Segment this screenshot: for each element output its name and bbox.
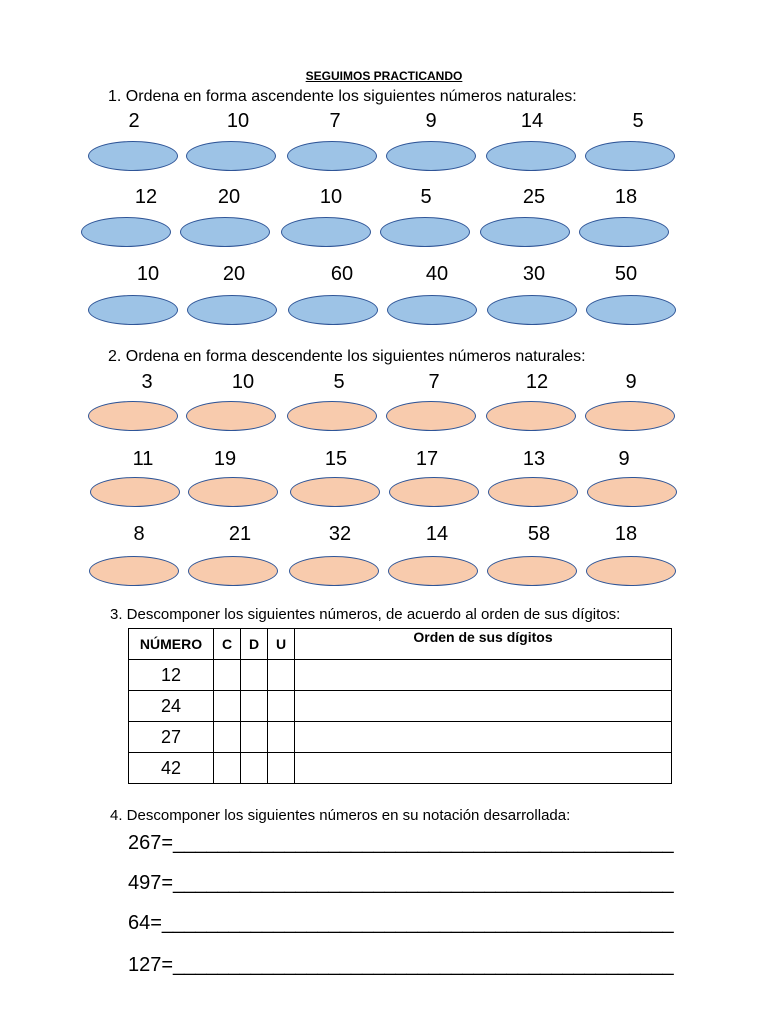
- d-cell[interactable]: [241, 722, 268, 753]
- answer-oval[interactable]: [586, 556, 676, 586]
- answer-oval[interactable]: [81, 217, 171, 247]
- descending-numbers-row: [0, 371, 768, 397]
- digits-table: [128, 628, 672, 784]
- ascending-numbers-row: [0, 110, 768, 136]
- answer-oval[interactable]: [487, 556, 577, 586]
- number-label: 20: [222, 263, 246, 285]
- header-decenas: D: [241, 629, 268, 660]
- answer-oval[interactable]: [289, 556, 379, 586]
- number-label: 13: [522, 448, 546, 470]
- descending-answer-row: [0, 401, 768, 435]
- u-cell[interactable]: [268, 691, 295, 722]
- answer-oval[interactable]: [88, 295, 178, 325]
- answer-oval[interactable]: [90, 477, 180, 507]
- d-cell[interactable]: [241, 753, 268, 784]
- table-row: [129, 691, 672, 722]
- number-cell: 12: [129, 660, 214, 691]
- number-label: 18: [614, 186, 638, 208]
- number-label: 17: [415, 448, 439, 470]
- number-cell: 42: [129, 753, 214, 784]
- answer-oval[interactable]: [188, 556, 278, 586]
- number-label: 10: [226, 110, 250, 132]
- section3-heading: 3. Descomponer los siguientes números, de acuerdo al orden de sus dígitos:: [110, 606, 621, 623]
- number-label: 30: [522, 263, 546, 285]
- expansion-line-64[interactable]: 64=______________________________________________: [128, 912, 674, 934]
- section1-heading: 1. Ordena en forma ascendente los siguientes números naturales:: [108, 88, 577, 105]
- number-label: 12: [525, 371, 549, 393]
- table-row: [129, 722, 672, 753]
- ascending-answer-row: [0, 141, 768, 175]
- number-label: 9: [425, 110, 437, 132]
- answer-oval[interactable]: [187, 295, 277, 325]
- answer-oval[interactable]: [188, 477, 278, 507]
- u-cell[interactable]: [268, 753, 295, 784]
- header-centenas: C: [214, 629, 241, 660]
- table-row: [129, 753, 672, 784]
- expansion-line-127[interactable]: 127=_____________________________________________: [128, 954, 674, 976]
- number-label: 8: [133, 523, 145, 545]
- orden-cell[interactable]: [295, 660, 672, 691]
- answer-oval[interactable]: [88, 141, 178, 171]
- number-label: 58: [527, 523, 551, 545]
- expansion-line-267[interactable]: 267=_____________________________________________: [128, 832, 674, 854]
- number-label: 10: [231, 371, 255, 393]
- number-cell: 24: [129, 691, 214, 722]
- descending-answer-row: [0, 477, 768, 511]
- answer-oval[interactable]: [487, 295, 577, 325]
- number-label: 14: [425, 523, 449, 545]
- c-cell[interactable]: [214, 753, 241, 784]
- answer-oval[interactable]: [290, 477, 380, 507]
- answer-oval[interactable]: [89, 556, 179, 586]
- number-label: 11: [132, 448, 154, 470]
- d-cell[interactable]: [241, 660, 268, 691]
- answer-oval[interactable]: [480, 217, 570, 247]
- answer-oval[interactable]: [586, 295, 676, 325]
- answer-oval[interactable]: [486, 401, 576, 431]
- orden-cell[interactable]: [295, 691, 672, 722]
- number-label: 7: [329, 110, 341, 132]
- number-label: 5: [632, 110, 644, 132]
- expansion-line-497[interactable]: 497=_____________________________________________: [128, 872, 674, 894]
- section2-heading: 2. Ordena en forma descendente los siguientes números naturales:: [108, 348, 586, 365]
- answer-oval[interactable]: [587, 477, 677, 507]
- answer-oval[interactable]: [287, 141, 377, 171]
- number-label: 3: [141, 371, 153, 393]
- u-cell[interactable]: [268, 722, 295, 753]
- orden-cell[interactable]: [295, 722, 672, 753]
- header-numero: NÚMERO: [129, 629, 214, 660]
- number-label: 60: [330, 263, 354, 285]
- ascending-numbers-row: [0, 186, 768, 212]
- d-cell[interactable]: [241, 691, 268, 722]
- answer-oval[interactable]: [486, 141, 576, 171]
- number-label: 14: [520, 110, 544, 132]
- header-orden: Orden de sus dígitos: [295, 629, 672, 660]
- answer-oval[interactable]: [488, 477, 578, 507]
- answer-oval[interactable]: [585, 401, 675, 431]
- descending-answer-row: [0, 556, 768, 590]
- number-label: 32: [328, 523, 352, 545]
- number-label: 50: [614, 263, 638, 285]
- number-label: 12: [134, 186, 158, 208]
- number-label: 19: [213, 448, 237, 470]
- answer-oval[interactable]: [88, 401, 178, 431]
- number-label: 25: [522, 186, 546, 208]
- c-cell[interactable]: [214, 722, 241, 753]
- answer-oval[interactable]: [281, 217, 371, 247]
- answer-oval[interactable]: [287, 401, 377, 431]
- number-label: 5: [333, 371, 345, 393]
- ascending-numbers-row: [0, 263, 768, 289]
- answer-oval[interactable]: [186, 141, 276, 171]
- number-label: 21: [228, 523, 252, 545]
- number-label: 20: [217, 186, 241, 208]
- number-label: 10: [136, 263, 160, 285]
- page-title: SEGUIMOS PRACTICANDO: [305, 69, 463, 83]
- number-label: 15: [324, 448, 348, 470]
- number-cell: 27: [129, 722, 214, 753]
- answer-oval[interactable]: [386, 401, 476, 431]
- orden-cell[interactable]: [295, 753, 672, 784]
- c-cell[interactable]: [214, 691, 241, 722]
- answer-oval[interactable]: [186, 401, 276, 431]
- header-unidades: U: [268, 629, 295, 660]
- c-cell[interactable]: [214, 660, 241, 691]
- answer-oval[interactable]: [380, 217, 470, 247]
- number-label: 40: [425, 263, 449, 285]
- number-label: 9: [625, 371, 637, 393]
- number-label: 18: [614, 523, 638, 545]
- number-label: 5: [420, 186, 432, 208]
- answer-oval[interactable]: [180, 217, 270, 247]
- answer-oval[interactable]: [386, 141, 476, 171]
- answer-oval[interactable]: [388, 556, 478, 586]
- u-cell[interactable]: [268, 660, 295, 691]
- answer-oval[interactable]: [389, 477, 479, 507]
- number-label: 9: [618, 448, 630, 470]
- ascending-answer-row: [0, 295, 768, 329]
- descending-numbers-row: [0, 523, 768, 549]
- ascending-answer-row: [0, 217, 768, 251]
- number-label: 10: [319, 186, 343, 208]
- answer-oval[interactable]: [585, 141, 675, 171]
- answer-oval[interactable]: [387, 295, 477, 325]
- number-label: 7: [428, 371, 440, 393]
- table-header-row: [129, 629, 672, 660]
- answer-oval[interactable]: [579, 217, 669, 247]
- number-label: 2: [128, 110, 140, 132]
- section4-heading: 4. Descomponer los siguientes números en su notación desarrollada:: [110, 807, 571, 824]
- descending-numbers-row: [0, 448, 768, 474]
- answer-oval[interactable]: [288, 295, 378, 325]
- table-row: [129, 660, 672, 691]
